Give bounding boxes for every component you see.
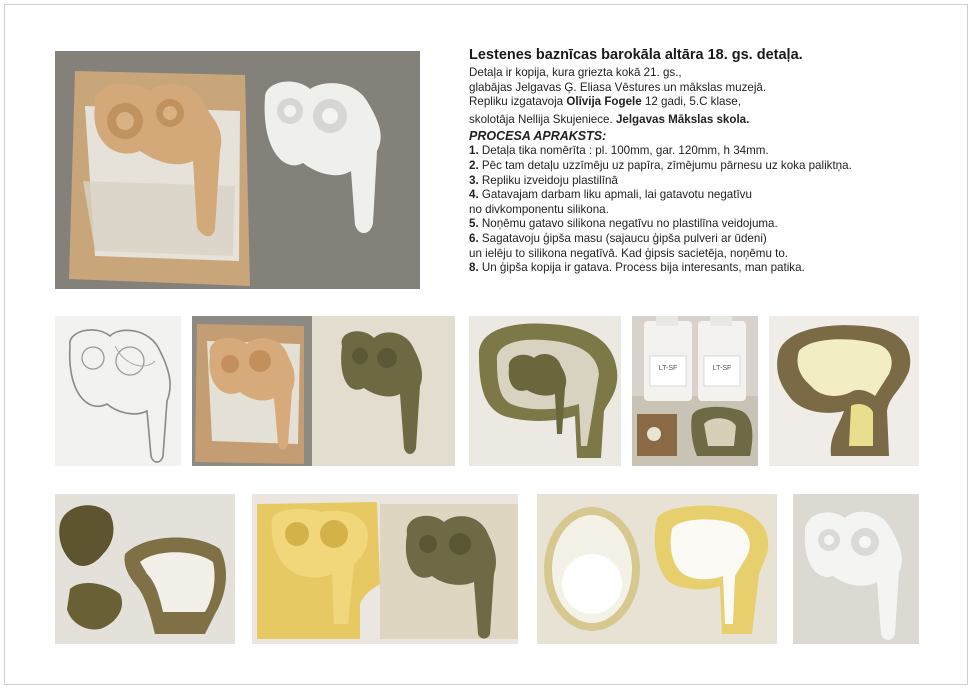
photo-clay-with-border xyxy=(469,316,621,466)
page-title: Lestenes baznīcas barokāla altāra 18. gs. detaļa. xyxy=(469,47,803,63)
step-text: Noņēmu gatavo silikona negatīvu no plastilīna veidojuma. xyxy=(478,217,778,231)
step-6 xyxy=(469,232,939,247)
description-block xyxy=(469,46,939,276)
photo-paper-drawing xyxy=(55,316,181,466)
intro-line-1: Detaļa ir kopija, kura griezta kokā 21. gs., xyxy=(469,66,682,79)
step-text: Pēc tam detaļu uzzīmēju uz papīra, zīmējumu pārnesu uz koka paliktņa. xyxy=(478,158,852,172)
photo-wood-and-clay xyxy=(192,316,455,466)
step-5 xyxy=(469,217,939,232)
bottle-label-left: LT-SF xyxy=(658,365,678,372)
step-text: Un ģipša kopija ir gatava. Process bija interesants, man patika. xyxy=(478,261,805,275)
photo-silicone-mold-filled xyxy=(769,316,919,466)
step-3 xyxy=(469,174,939,189)
author-name: Olīvija Fogele xyxy=(566,95,642,109)
photo-wood-and-plaster xyxy=(55,51,420,289)
photo-plaster-pouring xyxy=(537,494,777,644)
step-number: 8. xyxy=(469,261,479,275)
photo-silicone-bottles xyxy=(632,316,758,466)
bottle-label-right: LT-SF xyxy=(712,365,732,372)
step-text: Gatavajam darbam liku apmali, lai gatavotu negatīvu xyxy=(478,188,752,202)
process-heading: PROCESA APRAKSTS: xyxy=(469,129,607,144)
step-2 xyxy=(469,159,939,174)
step-4-continued xyxy=(469,203,939,218)
step-1 xyxy=(469,144,939,159)
photo-removing-clay xyxy=(55,494,235,644)
step-text: no divkomponentu silikona. xyxy=(469,202,609,216)
step-number: 3. xyxy=(469,173,479,187)
intro-line-2: glabājas Jelgavas Ģ. Eliasa Vēstures un mākslas muzejā. xyxy=(469,80,767,94)
step-8 xyxy=(469,261,939,276)
step-text: Detaļa tika nomērīta : pl. 100mm, gar. 120mm, h 34mm. xyxy=(478,144,769,158)
step-text: Sagatavoju ģipša masu (sajaucu ģipša pulveri ar ūdeni) xyxy=(478,231,767,245)
step-number: 4. xyxy=(469,188,479,202)
photo-yellow-mold-and-clay xyxy=(252,494,518,644)
step-number: 5. xyxy=(469,217,479,231)
intro-line-3 xyxy=(469,95,939,110)
step-text: Repliku izveidoju plastilīnā xyxy=(478,173,618,187)
step-4 xyxy=(469,188,939,203)
photo-final-plaster-copy xyxy=(793,494,919,644)
intro-line-3-prefix: Repliku izgatavoja xyxy=(469,95,567,109)
step-text: un ielēju to silikona negatīvā. Kad ģipsis sacietēja, noņēmu to. xyxy=(469,246,789,260)
intro-line-3-suffix: 12 gadi, 5.C klase, xyxy=(641,95,741,109)
step-number: 1. xyxy=(469,144,479,158)
step-number: 6. xyxy=(469,231,479,245)
teacher-text: skolotāja Nellija Skujeniece. xyxy=(469,112,616,126)
step-6-continued xyxy=(469,247,939,262)
intro-line-4 xyxy=(469,113,939,128)
school-name: Jelgavas Mākslas skola. xyxy=(615,112,750,126)
step-number: 2. xyxy=(469,158,479,172)
